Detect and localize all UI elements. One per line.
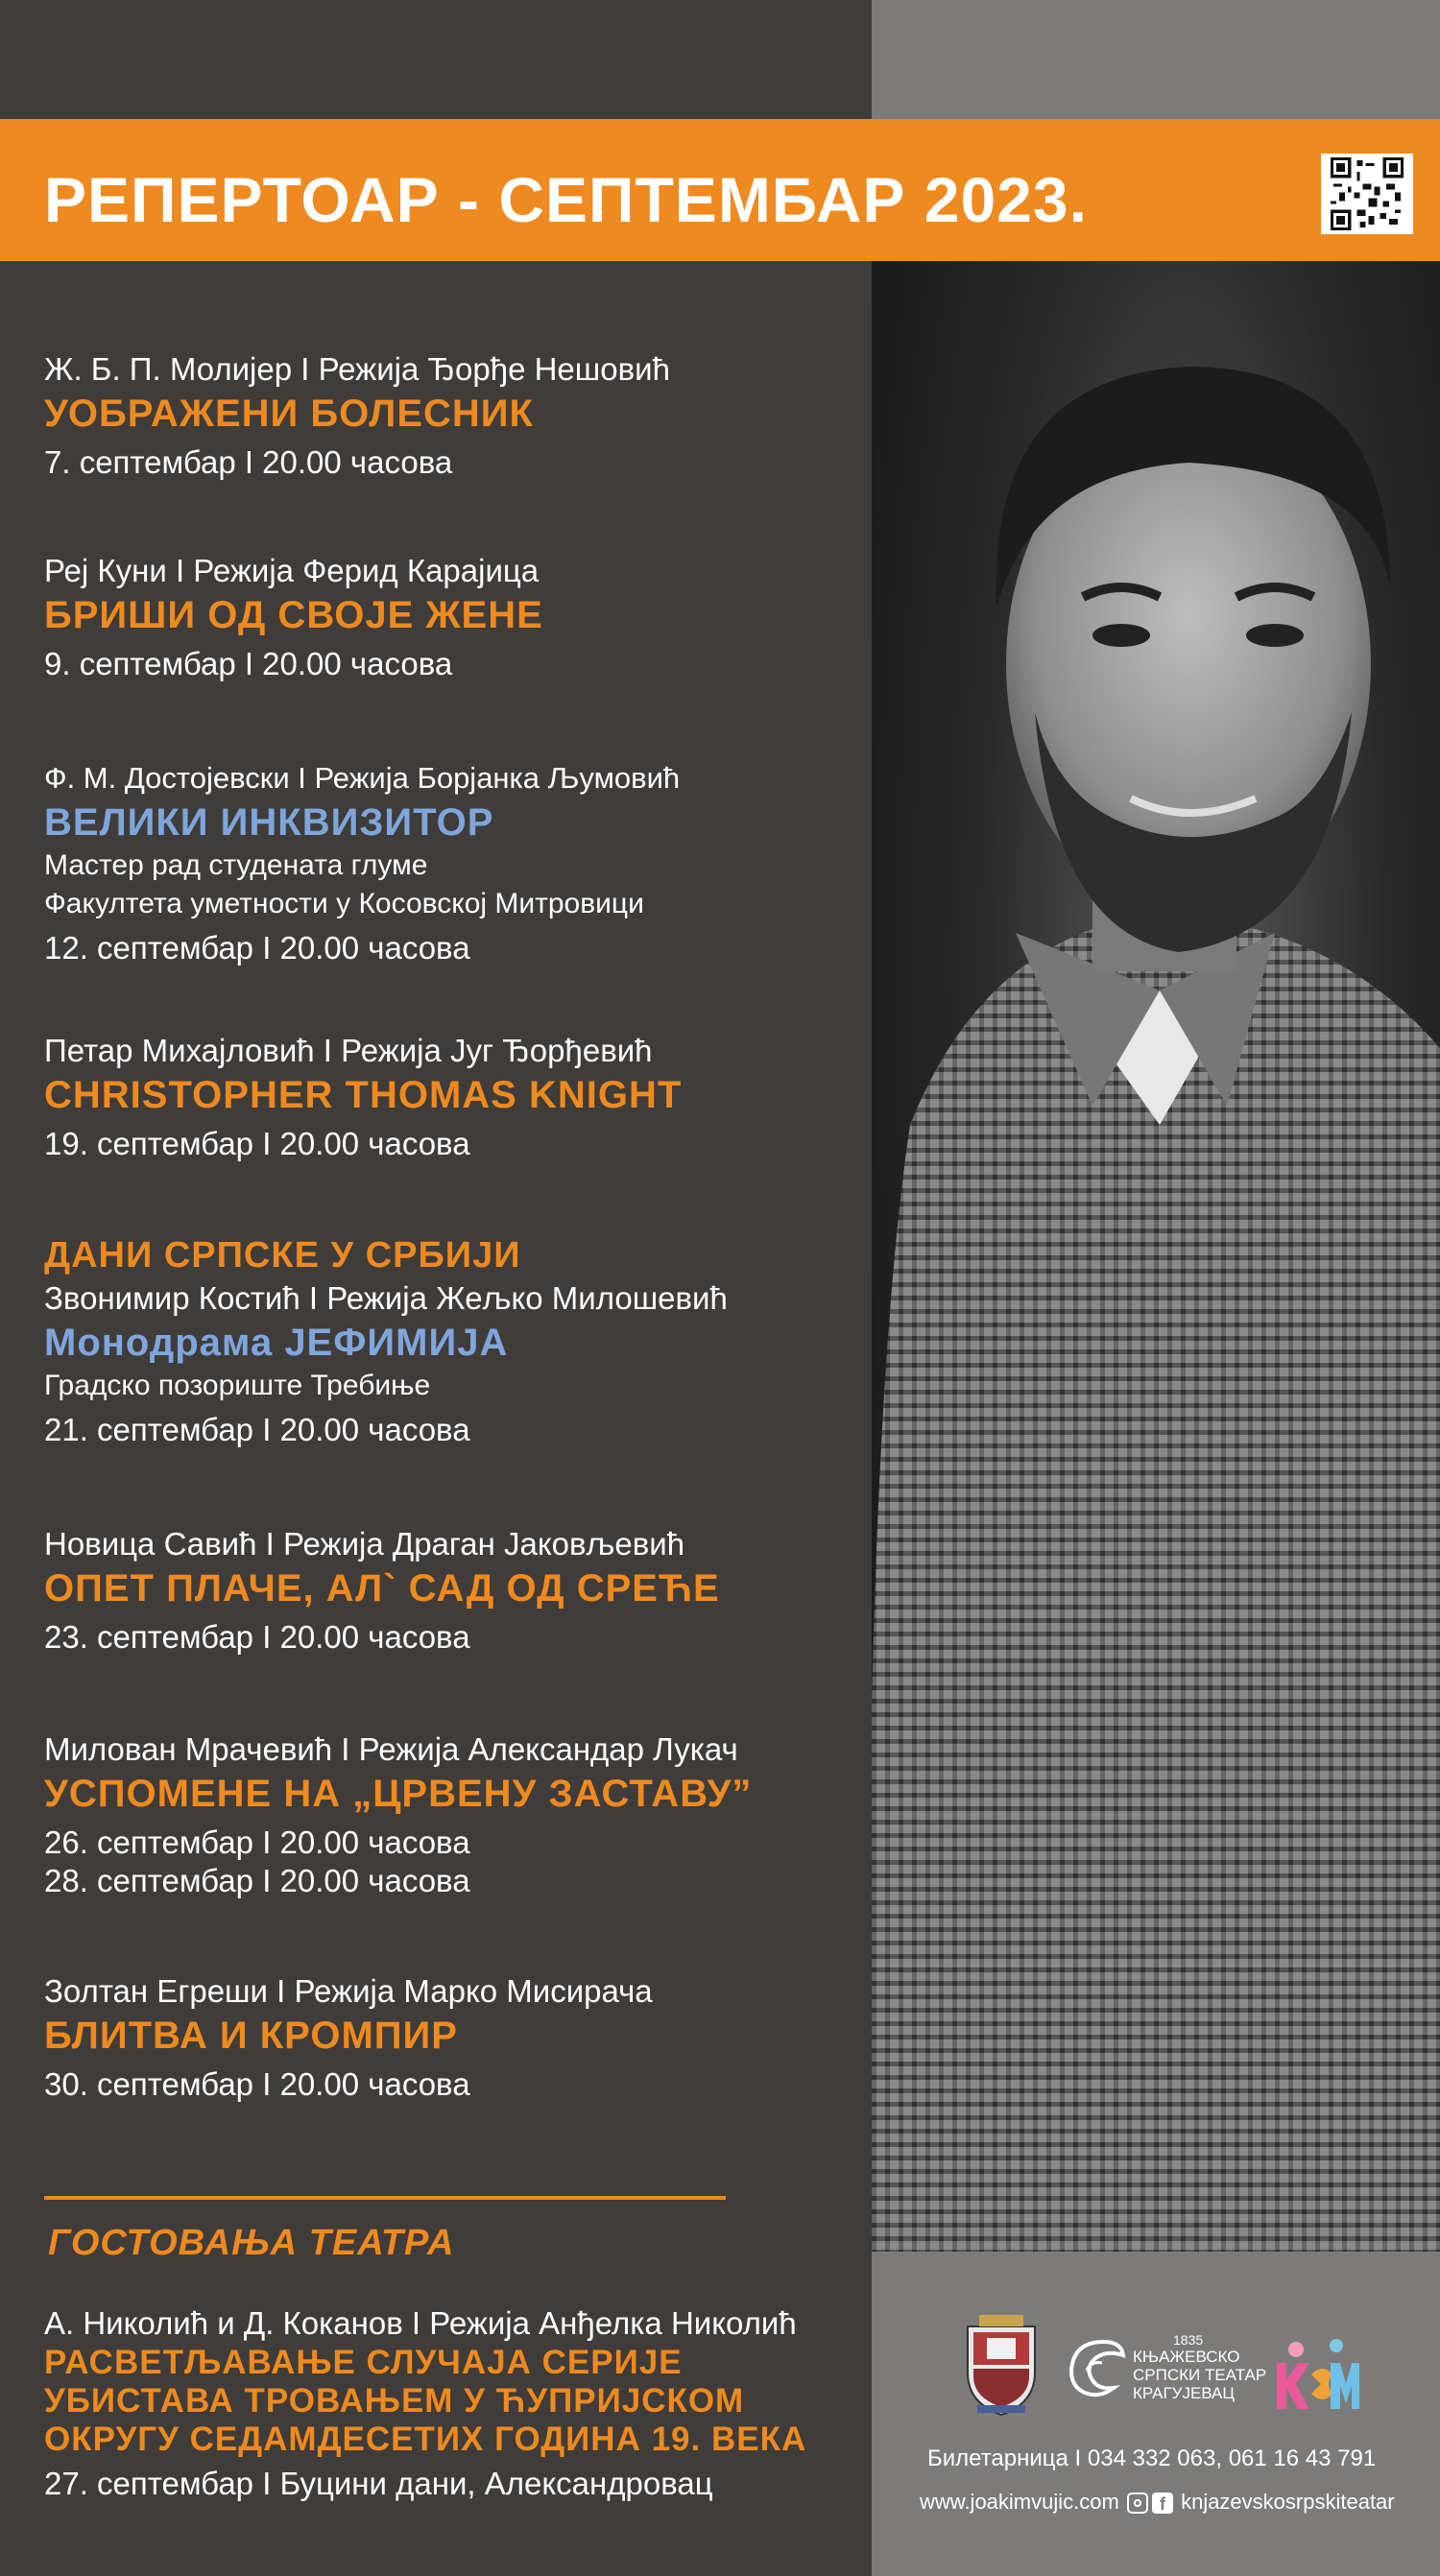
event-author: Милован Мрачевић I Режија Александар Лукач bbox=[44, 1731, 738, 1767]
event-author: Реј Куни I Режија Ферид Карајица bbox=[44, 553, 540, 588]
event-date: 28. септембар I 20.00 часова bbox=[44, 1863, 470, 1898]
event-date: 12. септембар I 20.00 часова bbox=[44, 930, 470, 966]
event-title-line: ОКРУГУ СЕДАМДЕСЕТИХ ГОДИНА 19. ВЕКА bbox=[44, 2421, 807, 2458]
event-author: Звонимир Костић I Режија Жељко Милошевић bbox=[44, 1280, 728, 1316]
qr-code-icon[interactable] bbox=[1321, 154, 1413, 234]
ticket-office: Билетарница I 034 332 063, 061 16 43 791 bbox=[927, 2445, 1377, 2471]
event-author: Золтан Егреши I Режија Марко Мисирача bbox=[44, 1973, 653, 2009]
right-top-panel bbox=[872, 0, 1440, 119]
page-title: РЕПЕРТОАР - СЕПТЕМБАР 2023. bbox=[44, 164, 1088, 235]
city-crest-icon bbox=[960, 2313, 1043, 2417]
event-title: ОПЕТ ПЛАЧЕ, АЛ` САД ОД СРЕЋЕ bbox=[44, 1567, 720, 1610]
theatre-name-line: КЊАЖЕВСКО bbox=[1133, 2348, 1240, 2366]
portrait-illustration bbox=[872, 261, 1440, 2252]
event-title-line: РАСВЕТЉАВАЊЕ СЛУЧАЈА СЕРИЈЕ bbox=[44, 2344, 683, 2381]
theatre-name bbox=[1133, 2348, 1266, 2402]
footer-logos bbox=[950, 2313, 1402, 2419]
theatre-name-line: КРАГУЈЕВАЦ bbox=[1133, 2384, 1235, 2402]
festival-logo-icon bbox=[1273, 2336, 1359, 2413]
event-date: 30. септембар I 20.00 часова bbox=[44, 2066, 470, 2102]
theatre-mark-icon bbox=[1066, 2332, 1127, 2399]
event-author: Ф. М. Достојевски I Режија Борјанка Љумовић bbox=[44, 761, 681, 795]
event-date: 21. септембар I 20.00 часова bbox=[44, 1412, 470, 1447]
guest-event bbox=[44, 2303, 806, 2503]
event-date: 7. септембар I 20.00 часова bbox=[44, 444, 453, 480]
event-title-line: УБИСТАВА ТРОВАЊЕМ У ЋУПРИЈСКОМ bbox=[44, 2382, 745, 2420]
event-note: Факултета уметности у Косовској Митровици bbox=[44, 888, 644, 919]
event-date: 9. септембар I 20.00 часова bbox=[44, 646, 453, 681]
contact-line bbox=[920, 2490, 1395, 2515]
event-title: БРИШИ ОД СВОЈЕ ЖЕНЕ bbox=[44, 594, 543, 636]
event-item bbox=[44, 1031, 682, 1163]
festival-heading: ДАНИ СРПСКЕ У СРБИЈИ bbox=[44, 1235, 521, 1276]
event-title: УСПОМЕНЕ НА „ЦРВЕНУ ЗАСТАВУ” bbox=[44, 1773, 753, 1815]
event-item bbox=[44, 1971, 653, 2104]
event-item bbox=[44, 758, 680, 967]
event-date: 26. септембар I 20.00 часова bbox=[44, 1825, 470, 1860]
event-author: Петар Михајловић I Режија Југ Ђорђевић bbox=[44, 1033, 653, 1068]
event-note: Мастер рад студената глуме bbox=[44, 849, 428, 881]
event-author: А. Николић и Д. Коканов I Режија Анђелка Николић bbox=[44, 2305, 797, 2341]
event-date: 27. септембар I Буцини дани, Александровац bbox=[44, 2466, 713, 2501]
guest-heading: ГОСТОВАЊА ТЕАТРА bbox=[48, 2223, 455, 2263]
event-title: БЛИТВА И КРОМПИР bbox=[44, 2015, 458, 2057]
event-date: 23. септембар I 20.00 часова bbox=[44, 1619, 470, 1655]
event-item bbox=[44, 551, 543, 683]
event-item bbox=[44, 349, 670, 482]
event-title: Монодрама ЈЕФИМИЈА bbox=[44, 1322, 509, 1364]
theatre-logo-icon bbox=[1066, 2332, 1267, 2409]
facebook-icon[interactable]: f bbox=[1152, 2493, 1173, 2514]
event-title: УОБРАЖЕНИ БОЛЕСНИК bbox=[44, 393, 534, 435]
actor-portrait bbox=[872, 261, 1440, 2252]
theatre-name-line: СРПСКИ ТЕАТАР bbox=[1133, 2366, 1267, 2384]
event-title: CHRISTOPHER THOMAS KNIGHT bbox=[44, 1074, 683, 1116]
theatre-year: 1835 bbox=[1173, 2332, 1204, 2348]
instagram-icon[interactable] bbox=[1127, 2493, 1148, 2514]
event-title: ВЕЛИКИ ИНКВИЗИТОР bbox=[44, 801, 494, 844]
event-item bbox=[44, 1232, 728, 1449]
website-link[interactable]: www.joakimvujic.com bbox=[920, 2490, 1119, 2514]
event-item bbox=[44, 1524, 720, 1657]
event-item bbox=[44, 1729, 752, 1900]
section-divider bbox=[44, 2196, 726, 2200]
social-handle[interactable]: knjazevskosrpskiteatar bbox=[1181, 2490, 1395, 2514]
event-note: Градско позориште Требиње bbox=[44, 1370, 431, 1401]
event-author: Новица Савић I Режија Драган Јаковљевић bbox=[44, 1526, 685, 1562]
event-date: 19. септембар I 20.00 часова bbox=[44, 1126, 470, 1161]
event-author: Ж. Б. П. Молијер I Режија Ђорђе Нешовић bbox=[44, 351, 670, 387]
